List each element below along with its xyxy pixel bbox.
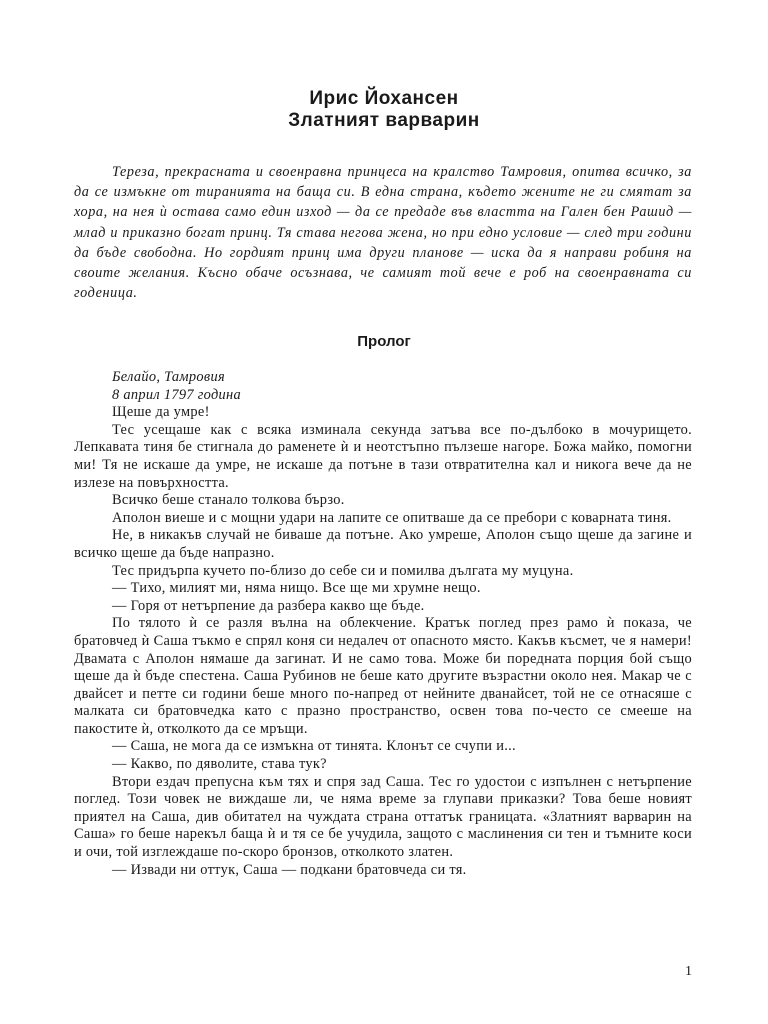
book-annotation xyxy=(74,162,692,303)
paragraph: — Извади ни оттук, Саша — подкани братовчеда си тя. xyxy=(112,861,467,878)
prologue-place: Белайо, Тамровия xyxy=(112,369,225,385)
prologue-date: 8 април 1797 година xyxy=(112,386,241,403)
paragraph: — Саша, не мога да се измъкна от тинята. Клонът се счупи и... xyxy=(112,738,516,755)
author-name: Ирис Йохансен xyxy=(309,88,459,109)
paragraph: Втори ездач препусна към тях и спря зад Саша. Тес го удостои с изпълнен с нетърпение поглед. Този човек не виждаше ли, че няма време за глупави приказки? Това беше новият приятел на Саша, див обитател на чуждата страна оттатък границата. «Златният варварин на Саша» го беше нарекъл баща ѝ и тя се бе учудила, защото с маслинения си тен и тъмните коси и очи, той изглеждаше по-скоро бронзов, отколкото златен. xyxy=(74,773,692,861)
book-title: Златният варварин xyxy=(288,110,480,131)
paragraph: — Тихо, милият ми, няма нищо. Все ще ми хрумне нещо. xyxy=(112,580,481,597)
paragraph: Не, в никакъв случай не биваше да потъне. Ако умреше, Аполон също щеше да загине и всичко щеше да бъде напразно. xyxy=(74,527,692,561)
annotation-text: Тереза, прекрасната и своенравна принцеса на кралство Тамровия, опитва всичко, за да се измъкне от тиранията на баща си. В една страна, където жените не ги смятат за хора, на нея ѝ остава само един изход — да се предаде във властта на Гален бен Рашид — млад и приказно богат принц. Тя става негова жена, но при едно условие — след три години да бъде свободна. Но гордият принц има други планове — иска да я направи робиня на своите желания. Късно обаче осъзнава, че самият той вече е роб на своенравната си годеница. xyxy=(74,164,692,302)
paragraph: Щеше да умре! xyxy=(112,404,210,421)
paragraph: Тес усещаше как с всяка изминала секунда затъва все по-дълбоко в мочурището. Лепкавата тиня бе стигнала до раменете ѝ и неотстъпно пълзеше нагоре. Божа майко, помогни ми! Тя не искаше да умре, не искаше да потъне в тази отвратителна кал и никога вече да не излезе на повърхността. xyxy=(74,421,692,491)
prologue-heading: Пролог xyxy=(357,333,411,350)
prologue-text xyxy=(74,369,692,879)
paragraph: По тялото ѝ се разля вълна на облекчение. Кратък поглед през рамо ѝ показа, че братовчед ѝ Саша тъкмо е спрял коня си недалеч от опасното място. Какъв късмет, че я намери! Двамата с Аполон нямаше да загинат. И не само това. Може би поредната порция бой също щеше да ѝ бъде спестена. Саша Рубинов не беше като другите възрастни около нея. Макар че с двайсет и петте си години беше много по-напред от нейните дванайсет, той не се отнасяше с малката си братовчедка като с празно пространство, освен това по-често се смееше на пакостите ѝ, отколкото да се мръщи. xyxy=(74,615,692,737)
paragraph: — Горя от нетърпение да разбера какво ще бъде. xyxy=(112,597,425,614)
paragraph: Всичко беше станало толкова бързо. xyxy=(112,492,345,509)
paragraph: Аполон виеше и с мощни удари на лапите се опитваше да се пребори с коварната тиня. xyxy=(112,509,672,526)
page-number: 1 xyxy=(685,964,692,979)
paragraph: — Какво, по дяволите, става тук? xyxy=(112,756,327,773)
paragraph: Тес придърпа кучето по-близо до себе си и помилва дългата му муцуна. xyxy=(112,562,574,579)
